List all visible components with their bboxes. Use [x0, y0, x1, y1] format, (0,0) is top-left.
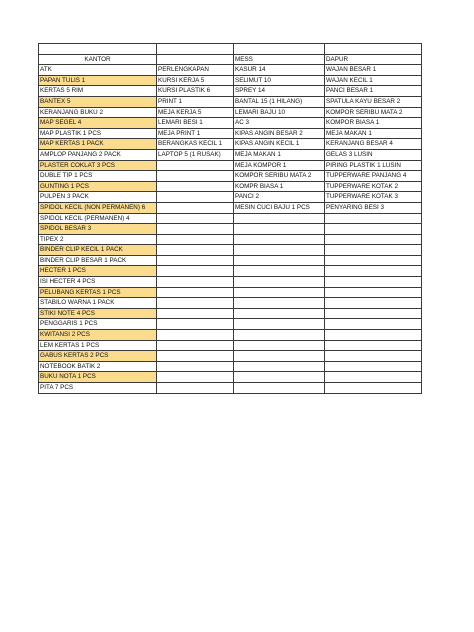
perlengkapan-cell[interactable] [157, 224, 234, 235]
mess-cell[interactable] [234, 255, 325, 266]
table-row [39, 308, 422, 319]
mess-cell[interactable]: MESIN CUCI BAJU 1 PCS [234, 202, 325, 213]
mess-cell[interactable] [234, 287, 325, 298]
dapur-cell[interactable]: TUPPERWARE KOTAK 2 [325, 181, 422, 192]
table-row [39, 86, 422, 97]
dapur-cell[interactable]: TUPPERWARE PANJANG 4 [325, 171, 422, 182]
kantor-cell[interactable]: AMPLOP PANJANG 2 PACK [39, 149, 157, 160]
kantor-cell[interactable]: PELUBANG KERTAS 1 PCS [39, 287, 157, 298]
mess-cell[interactable]: KOMPOR SERIBU MATA 2 [234, 171, 325, 182]
dapur-cell[interactable]: KERANJANG BESAR 4 [325, 139, 422, 150]
perlengkapan-cell[interactable] [157, 372, 234, 383]
mess-cell[interactable] [234, 245, 325, 256]
inventory-table-body [39, 44, 422, 394]
table-row [39, 277, 422, 288]
mess-cell[interactable] [234, 319, 325, 330]
dapur-cell[interactable] [325, 383, 422, 394]
perlengkapan-cell[interactable] [157, 361, 234, 372]
perlengkapan-cell[interactable] [157, 255, 234, 266]
kantor-cell[interactable]: SPIDOL KECIL (NON PERMANEN) 6 [39, 202, 157, 213]
perlengkapan-cell[interactable]: KURSI KERJA 5 [157, 75, 234, 86]
perlengkapan-cell[interactable] [157, 277, 234, 288]
table-row [39, 340, 422, 351]
dapur-cell[interactable]: TUPPERWARE KOTAK 3 [325, 192, 422, 203]
table-row [39, 139, 422, 150]
mess-cell[interactable]: AC 3 [234, 118, 325, 129]
perlengkapan-cell[interactable]: MEJA KERJA 5 [157, 107, 234, 118]
inventory-sheet [38, 43, 421, 394]
perlengkapan-cell[interactable] [157, 245, 234, 256]
kantor-cell[interactable]: DUBLE TIP 1 PCS [39, 171, 157, 182]
perlengkapan-cell[interactable]: PERLENGKAPAN [157, 65, 234, 76]
mess-cell[interactable]: SPREY 14 [234, 86, 325, 97]
kantor-cell[interactable]: GABUS KERTAS 2 PCS [39, 351, 157, 362]
mess-cell[interactable] [234, 351, 325, 362]
perlengkapan-cell[interactable] [157, 234, 234, 245]
dapur-cell[interactable]: PIRING PLASTIK 1 LUSIN [325, 160, 422, 171]
header-empty[interactable] [157, 54, 234, 65]
table-row [39, 319, 422, 330]
kantor-cell[interactable]: ATK [39, 65, 157, 76]
kantor-cell[interactable]: SPIDOL KECIL (PERMANEN) 4 [39, 213, 157, 224]
perlengkapan-cell[interactable]: MEJA PRINT 1 [157, 128, 234, 139]
mess-cell[interactable] [234, 234, 325, 245]
perlengkapan-cell[interactable] [157, 287, 234, 298]
kantor-cell[interactable]: HECTER 1 PCS [39, 266, 157, 277]
kantor-cell[interactable]: BUKU NOTA 1 PCS [39, 372, 157, 383]
dapur-cell[interactable] [325, 308, 422, 319]
table-row [39, 171, 422, 182]
perlengkapan-cell[interactable]: PRINT 1 [157, 96, 234, 107]
mess-cell[interactable] [234, 330, 325, 341]
perlengkapan-cell[interactable]: LEMARI BESI 1 [157, 118, 234, 129]
table-row [39, 351, 422, 362]
kantor-cell[interactable]: ISI HECTER 4 PCS [39, 277, 157, 288]
kantor-cell[interactable]: KERTAS 5 RIM [39, 86, 157, 97]
mess-cell[interactable]: MEJA MAKAN 1 [234, 149, 325, 160]
mess-cell[interactable]: BANTAL 15 (1 HILANG) [234, 96, 325, 107]
table-row [39, 266, 422, 277]
kantor-cell[interactable]: MAP KERTAS 1 PACK [39, 139, 157, 150]
dapur-cell[interactable] [325, 234, 422, 245]
dapur-cell[interactable] [325, 319, 422, 330]
dapur-cell[interactable] [325, 255, 422, 266]
dapur-cell[interactable] [325, 277, 422, 288]
mess-cell[interactable]: KASUR 14 [234, 65, 325, 76]
mess-cell[interactable]: KIPAS ANGIN BESAR 2 [234, 128, 325, 139]
kantor-cell[interactable]: GUNTING 1 PCS [39, 181, 157, 192]
table-row [39, 118, 422, 129]
mess-cell[interactable] [234, 372, 325, 383]
table-row [39, 96, 422, 107]
kantor-cell[interactable]: BINDER CLIP KECIL 1 PACK [39, 245, 157, 256]
perlengkapan-cell[interactable] [157, 266, 234, 277]
dapur-cell[interactable] [325, 361, 422, 372]
inventory-table [38, 43, 422, 394]
table-row [39, 192, 422, 203]
perlengkapan-cell[interactable] [157, 308, 234, 319]
blank-row [39, 44, 422, 55]
table-row [39, 234, 422, 245]
header-kantor[interactable]: KANTOR [39, 54, 157, 65]
kantor-cell[interactable]: PENGGARIS 1 PCS [39, 319, 157, 330]
table-row [39, 372, 422, 383]
table-row [39, 107, 422, 118]
mess-cell[interactable] [234, 298, 325, 309]
table-row [39, 128, 422, 139]
dapur-cell[interactable] [325, 351, 422, 362]
dapur-cell[interactable]: MEJA MAKAN 1 [325, 128, 422, 139]
cell[interactable] [234, 44, 325, 55]
kantor-cell[interactable]: PULPEN 3 PACK [39, 192, 157, 203]
table-row [39, 361, 422, 372]
table-row [39, 202, 422, 213]
table-row [39, 287, 422, 298]
table-row [39, 224, 422, 235]
kantor-cell[interactable]: NOTEBOOK BATIK 2 [39, 361, 157, 372]
dapur-cell[interactable] [325, 287, 422, 298]
dapur-cell[interactable] [325, 340, 422, 351]
perlengkapan-cell[interactable] [157, 202, 234, 213]
table-row [39, 149, 422, 160]
kantor-cell[interactable]: MAP SEGEL 4 [39, 118, 157, 129]
dapur-cell[interactable]: SPATULA KAYU BESAR 2 [325, 96, 422, 107]
table-row [39, 75, 422, 86]
kantor-cell[interactable]: KERANJANG BUKU 2 [39, 107, 157, 118]
perlengkapan-cell[interactable] [157, 192, 234, 203]
perlengkapan-cell[interactable]: KURSI PLASTIK 6 [157, 86, 234, 97]
table-row [39, 245, 422, 256]
mess-cell[interactable]: SELIMUT 10 [234, 75, 325, 86]
dapur-cell[interactable] [325, 266, 422, 277]
dapur-cell[interactable] [325, 224, 422, 235]
table-row [39, 181, 422, 192]
kantor-cell[interactable]: STABILO WARNA 1 PACK [39, 298, 157, 309]
perlengkapan-cell[interactable] [157, 181, 234, 192]
mess-cell[interactable] [234, 383, 325, 394]
perlengkapan-cell[interactable] [157, 340, 234, 351]
perlengkapan-cell[interactable] [157, 298, 234, 309]
cell[interactable] [39, 44, 157, 55]
table-row [39, 383, 422, 394]
dapur-cell[interactable]: GELAS 3 LUSIN [325, 149, 422, 160]
kantor-cell[interactable]: MAP PLASTIK 1 PCS [39, 128, 157, 139]
perlengkapan-cell[interactable]: BERANGKAS KECIL 1 [157, 139, 234, 150]
dapur-cell[interactable] [325, 213, 422, 224]
mess-cell[interactable]: PANCI 2 [234, 192, 325, 203]
dapur-cell[interactable]: KOMPOR BIASA 1 [325, 118, 422, 129]
header-mess[interactable]: MESS [234, 54, 325, 65]
kantor-cell[interactable]: PITA 7 PCS [39, 383, 157, 394]
kantor-cell[interactable]: KWITANSI 2 PCS [39, 330, 157, 341]
perlengkapan-cell[interactable] [157, 171, 234, 182]
dapur-cell[interactable]: KOMPOR SERIBU MATA 2 [325, 107, 422, 118]
mess-cell[interactable]: KOMPR BIASA 1 [234, 181, 325, 192]
perlengkapan-cell[interactable] [157, 351, 234, 362]
dapur-cell[interactable] [325, 372, 422, 383]
table-row [39, 65, 422, 76]
mess-cell[interactable]: KIPAS ANGIN KECIL 1 [234, 139, 325, 150]
perlengkapan-cell[interactable] [157, 213, 234, 224]
header-row [39, 54, 422, 65]
mess-cell[interactable] [234, 213, 325, 224]
mess-cell[interactable] [234, 308, 325, 319]
perlengkapan-cell[interactable] [157, 330, 234, 341]
kantor-cell[interactable]: LEM KERTAS 1 PCS [39, 340, 157, 351]
dapur-cell[interactable]: PANCI BESAR 1 [325, 86, 422, 97]
kantor-cell[interactable]: PAPAN TULIS 1 [39, 75, 157, 86]
dapur-cell[interactable] [325, 330, 422, 341]
mess-cell[interactable] [234, 224, 325, 235]
dapur-cell[interactable]: PENYARING BESI 3 [325, 202, 422, 213]
kantor-cell[interactable]: PLASTER COKLAT 3 PCS [39, 160, 157, 171]
kantor-cell[interactable]: TIPEX 2 [39, 234, 157, 245]
table-row [39, 330, 422, 341]
perlengkapan-cell[interactable] [157, 383, 234, 394]
mess-cell[interactable] [234, 277, 325, 288]
cell[interactable] [325, 44, 422, 55]
header-dapur[interactable]: DAPUR [325, 54, 422, 65]
dapur-cell[interactable] [325, 298, 422, 309]
kantor-cell[interactable]: BINDER CLIP BESAR 1 PACK [39, 255, 157, 266]
cell[interactable] [157, 44, 234, 55]
table-row [39, 213, 422, 224]
mess-cell[interactable] [234, 361, 325, 372]
perlengkapan-cell[interactable] [157, 160, 234, 171]
mess-cell[interactable] [234, 340, 325, 351]
mess-cell[interactable]: LEMARI BAJU 10 [234, 107, 325, 118]
perlengkapan-cell[interactable] [157, 319, 234, 330]
table-row [39, 298, 422, 309]
kantor-cell[interactable]: SPIDOL BESAR 3 [39, 224, 157, 235]
perlengkapan-cell[interactable]: LAPTOP 5 (1 RUSAK) [157, 149, 234, 160]
dapur-cell[interactable]: WAJAN KECIL 1 [325, 75, 422, 86]
table-row [39, 160, 422, 171]
kantor-cell[interactable]: STIKI NOTE 4 PCS [39, 308, 157, 319]
dapur-cell[interactable] [325, 245, 422, 256]
dapur-cell[interactable]: WAJAN BESAR 1 [325, 65, 422, 76]
kantor-cell[interactable]: BANTEX 5 [39, 96, 157, 107]
mess-cell[interactable]: MEJA KOMPOR 1 [234, 160, 325, 171]
table-row [39, 255, 422, 266]
mess-cell[interactable] [234, 266, 325, 277]
